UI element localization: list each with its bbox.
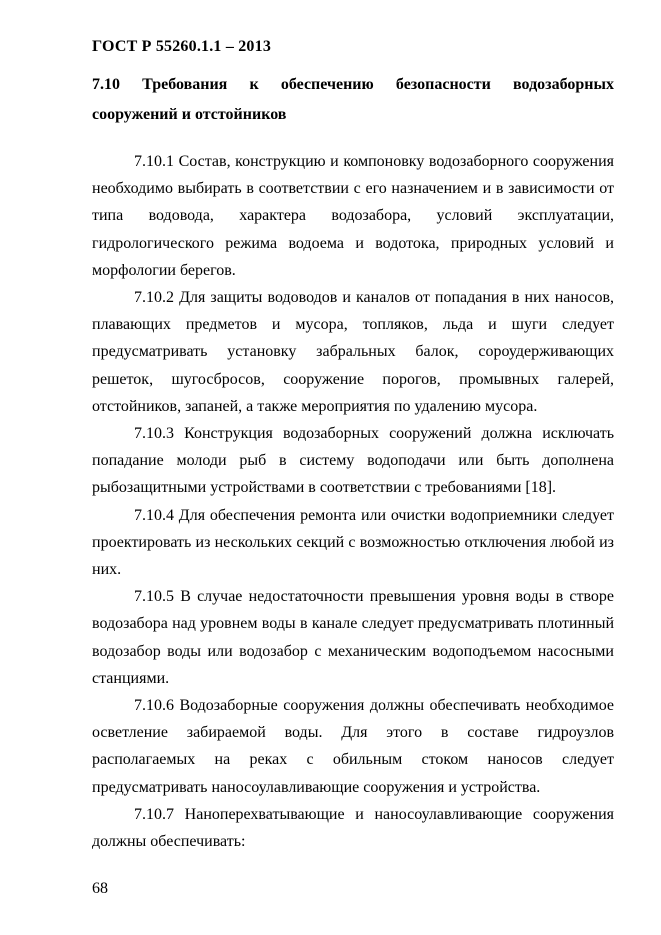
section-title-line2: сооружений и отстойников [92,106,287,123]
paragraph-7-10-6: 7.10.6 Водозаборные сооружения должны обеспечивать необходимое осветление забираемой воды. Для этого в составе гидроузлов располагаемых на реках с обильным стоком наносов следует предусматривать наносоулавливающие сооружения и устройства. [92,697,614,796]
paragraph-7-10-3: 7.10.3 Конструкция водозаборных сооружений должна исключать попадание молоди рыб в систему водоподачи или быть дополнена рыбозащитными устройствами в соответствии с требованиями [18]. [92,425,614,497]
page-number: 68 [92,880,108,897]
section-title-line1: 7.10 Требования к обеспечению безопасности водозаборных [92,76,614,93]
section-title [92,70,614,130]
paragraph-7-10-7: 7.10.7 Наноперехватывающие и наносоулавливающие сооружения должны обеспечивать: [92,805,614,851]
paragraph-7-10-2: 7.10.2 Для защиты водоводов и каналов от попадания в них наносов, плавающих предметов и мусора, топляков, льда и шуги следует предусматривать установку забральных балок, сороудерживающих решеток, шугосбросов, сооружение порогов, промывных галерей, отстойников, запаней, а также мероприятия по удалению мусора. [92,289,614,415]
standard-header: ГОСТ Р 55260.1.1 – 2013 [92,38,272,55]
paragraph-7-10-5: 7.10.5 В случае недостаточности превышения уровня воды в створе водозабора над уровнем воды в канале следует предусматривать плотинный водозабор воды или водозабор с механическим водоподъемом насосными станциями. [92,588,614,687]
paragraph-7-10-1: 7.10.1 Состав, конструкцию и компоновку водозаборного сооружения необходимо выбирать в соответствии с его назначением и в зависимости от типа водовода, характера водозабора, условий эксплуатации, гидрологического режима водоема и водотока, природных условий и морфологии берегов. [92,153,614,279]
section-body [92,148,614,855]
paragraph-7-10-4: 7.10.4 Для обеспечения ремонта или очистки водоприемники следует проектировать из нескольких секций с возможностью отключения любой из них. [92,506,614,579]
